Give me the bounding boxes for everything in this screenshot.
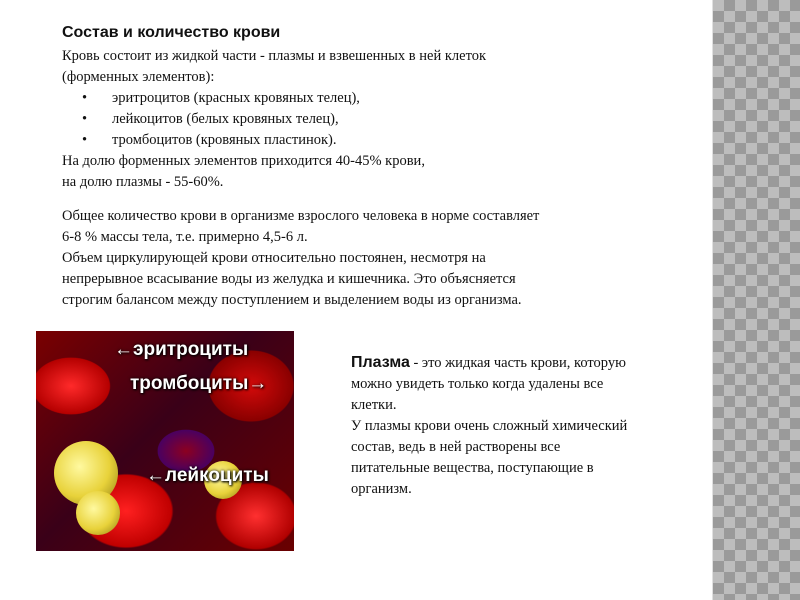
leukocyte-cell bbox=[76, 491, 120, 535]
plasma-first-line bbox=[351, 352, 696, 374]
paragraph-line: 6-8 % массы тела, т.е. примерно 4,5-6 л. bbox=[62, 229, 308, 245]
share-line: На долю форменных элементов приходится 40-45% крови, bbox=[62, 153, 425, 169]
plasma-term: Плазма bbox=[351, 354, 410, 371]
paragraph-line: строгим балансом между поступлением и выделением воды из организма. bbox=[62, 292, 522, 308]
list-item: • эритроцитов (красных кровяных телец), bbox=[62, 88, 622, 109]
list-item: • тромбоцитов (кровяных пластинок). bbox=[62, 130, 622, 151]
list-item: • лейкоцитов (белых кровяных телец), bbox=[62, 109, 622, 130]
blood-cells-image bbox=[36, 331, 294, 551]
blood-volume-paragraph bbox=[62, 206, 662, 311]
intro-line: Кровь состоит из жидкой части - плазмы и взвешенных в ней клеток bbox=[62, 48, 487, 64]
plasma-line: питательные вещества, поступающие в bbox=[351, 460, 594, 476]
plasma-description bbox=[351, 352, 696, 500]
plasma-line: организм. bbox=[351, 481, 412, 497]
plasma-line: клетки. bbox=[351, 397, 397, 413]
erythrocytes-label: ←эритроциты bbox=[114, 339, 249, 360]
share-line: на долю плазмы - 55-60%. bbox=[62, 174, 224, 190]
leukocytes-label: ←лейкоциты bbox=[146, 465, 269, 486]
plasma-line: можно увидеть только когда удалены все bbox=[351, 376, 604, 392]
thrombocytes-label: тромбоциты→ bbox=[130, 373, 268, 394]
decorative-side-pattern bbox=[712, 0, 800, 600]
cell-types-list bbox=[62, 88, 622, 151]
paragraph-line: Общее количество крови в организме взрослого человека в норме составляет bbox=[62, 208, 540, 224]
slide-title: Состав и количество крови bbox=[62, 24, 281, 41]
paragraph-line: Объем циркулирующей крови относительно постоянен, несмотря на bbox=[62, 250, 486, 266]
plasma-line: состав, ведь в ней растворены все bbox=[351, 439, 561, 455]
plasma-definition: - это жидкая часть крови, которую bbox=[409, 355, 626, 371]
paragraph-line: непрерывное всасывание воды из желудка и кишечника. Это объясняется bbox=[62, 271, 516, 287]
intro-line: (форменных элементов): bbox=[62, 69, 215, 85]
intro-text-block bbox=[62, 46, 622, 193]
plasma-line: У плазмы крови очень сложный химический bbox=[351, 418, 628, 434]
